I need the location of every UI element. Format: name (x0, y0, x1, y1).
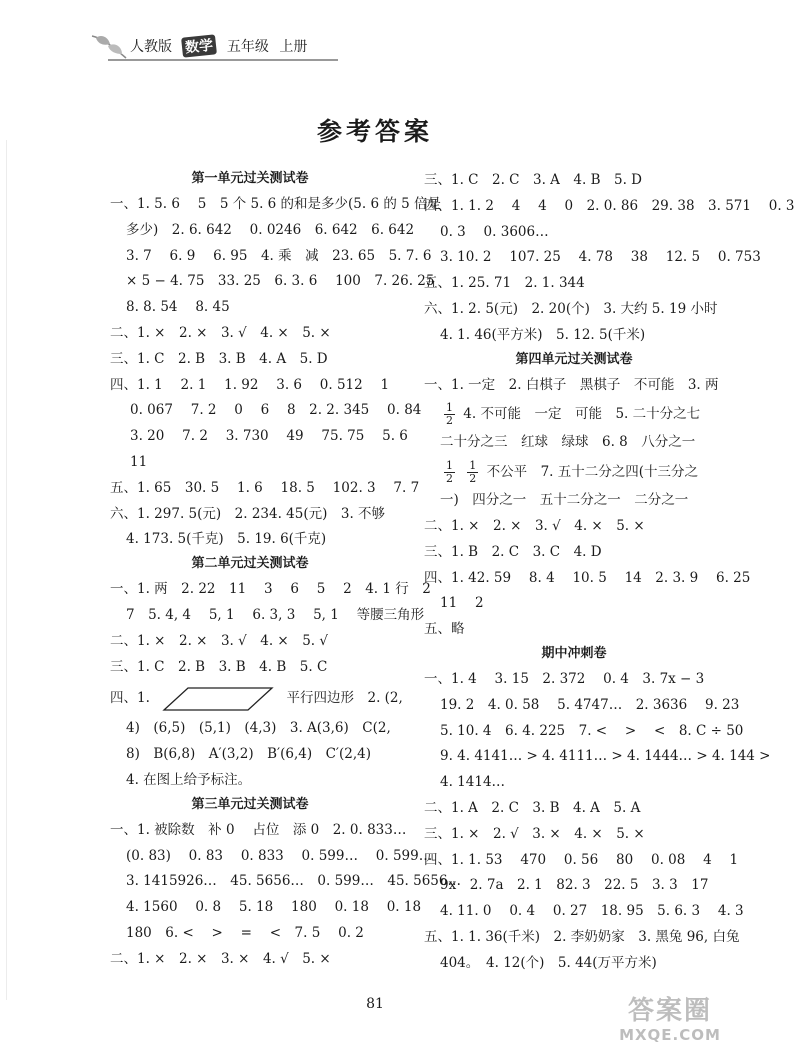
parallelogram-figure (162, 686, 274, 712)
fraction (444, 460, 455, 485)
page-edge-shadow (0, 140, 7, 1000)
answer-line: 二、1. A 2. C 3. B 4. A 5. A (424, 799, 641, 816)
answer-line: 二、1. × 2. × 3. √ 4. × 5. × (110, 324, 331, 341)
answer-line: 多少) 2. 6. 642 0. 0246 6. 642 6. 642 (126, 221, 415, 238)
answer-line: 四、1. 1. 53 470 0. 56 80 0. 08 4 1 (424, 851, 739, 868)
volume-label: 上册 (279, 39, 308, 55)
answer-line: 4. 在图上给予标注。 (126, 771, 252, 788)
answer-line: 五、1. 25. 71 2. 1. 344 (424, 275, 585, 292)
answer-line: 一、1. 两 2. 22 11 3 6 5 2 4. 1 行 2 (110, 581, 431, 598)
answer-line: 19. 2 4. 0. 58̇ 5. 4747… 2. 3636 9. 23 (440, 696, 740, 713)
answer-line: 3. 7 6. 9 6. 95 4. 乘 减 23. 65 5. 7. 6 (126, 247, 432, 264)
watermark-logo (595, 996, 745, 1046)
page-number: 81 (366, 996, 384, 1012)
answer-line: 四、1. 42. 59 8. 4 10. 5 14 2. 3. 9 6. 25 (424, 569, 751, 586)
answer-line: 7 5. 4, 4 5, 1 6. 3, 3 5, 1 等腰三角形 (126, 606, 425, 623)
answer-line: 4) (6,5) (5,1) (4,3) 3. A(3,6) C(2, (126, 720, 391, 737)
section-title-unit3: 第三单元过关测试卷 (191, 796, 309, 812)
answer-line: 一、1. 4 3. 15 2. 372 0. 4 3. 7x − 3 (424, 670, 705, 687)
answer-line: 404。 4. 12(个) 5. 44(万平方米) (440, 954, 657, 971)
answer-line: 三、1. B 2. C 3. C 4. D (424, 543, 602, 560)
answer-line: 9. 4. 4141… > 4. 4111… > 4. 1444… > 4. 144 > (440, 748, 771, 765)
book-header (90, 30, 350, 64)
watermark-big-text: 答案圈 (627, 996, 712, 1026)
answer-line: 11 2 (440, 595, 484, 612)
answer-line: 三、1. C 2. C 3. A 4. B 5. D (424, 172, 643, 188)
answer-line: 六、1. 297. 5(元) 2. 234. 45(元) 3. 不够 (110, 505, 386, 522)
answer-line: 五、略 (424, 621, 465, 638)
answer-line: 六、1. 2. 5(元) 2. 20(个) 3. 大约 5. 19 小时 (424, 300, 718, 317)
answer-line: 8. 8. 54 8. 45 (126, 299, 230, 316)
answer-line: 3. 20 7. 2 3. 730 49 75. 75 5. 6 (130, 428, 408, 445)
answer-line: × 5 − 4. 75 33. 25 6. 3. 6 100 7. 26. 25 (126, 273, 435, 290)
answer-text: 4. 不可能 一定 可能 5. 二十分之七 (463, 406, 701, 423)
section-title-unit2: 第二单元过关测试卷 (191, 556, 309, 572)
answer-line: 二、1. × 2. × 3. √ 4. × 5. √ (110, 632, 328, 649)
answer-line: 三、1. C 2. B 3. B 4. B 5. C (110, 658, 328, 675)
answer-line: (0. 83) 0. 83 0. 833 0. 599… 0. 599… (126, 847, 433, 864)
answer-suffix: 平行四边形 2. (2, (286, 690, 403, 707)
answer-line: 三、1. C 2. B 3. B 4. A 5. D (110, 350, 328, 367)
answer-line: 4. 11. 0 0. 4 0. 27 18. 95 5. 6. 3 4. 3 (440, 903, 744, 920)
fraction-denominator: 2 (469, 472, 477, 486)
answer-prefix: 四、1. (110, 690, 150, 707)
answer-line: 3. 10. 2 107. 25 4. 78 38 12. 5 0. 753 (440, 249, 761, 266)
edition-label: 人教版 (130, 39, 172, 55)
answer-line: 3. 1415926… 45. 5656… 0. 599… 45. 5656… (126, 873, 461, 890)
answer-text: 不公平 7. 五十二分之四(十三分之 (486, 464, 699, 481)
answer-line: 11 (130, 453, 148, 470)
answer-line: 5. 10. 4 6. 4. 225 7. < > < 8. C ÷ 50 (440, 722, 744, 739)
answer-line: 三、1. × 2. √ 3. × 4. × 5. × (424, 825, 645, 842)
fraction-numerator: 1 (446, 459, 453, 473)
section-title-unit1: 第一单元过关测试卷 (191, 171, 309, 186)
answer-line: 一) 四分之一 五十二分之一 二分之一 (440, 492, 689, 509)
answer-line: 一、1. 被除数 补 0 占位 添 0 2. 0. 833… (110, 821, 407, 838)
answer-line-with-fraction (424, 398, 724, 430)
answer-line: 五、1. 65 30. 5 1. 6 18. 5 102. 3 7. 7 (110, 479, 420, 496)
fraction-numerator: 1 (469, 459, 477, 473)
section-title-unit4: 第四单元过关测试卷 (515, 351, 633, 367)
fraction (444, 402, 455, 427)
answer-line: 4. 173. 5(千克) 5. 19. 6(千克) (126, 531, 327, 548)
subject-badge: 数学 (182, 34, 218, 57)
answer-line-with-fraction (424, 456, 724, 488)
answer-line: 180 6. < > = < 7. 5 0. 2 (126, 924, 364, 941)
header-text (130, 36, 313, 56)
fraction-denominator: 2 (446, 472, 453, 486)
answer-line: 五、1. 1. 36(千米) 2. 李奶奶家 3. 黑兔 96, 白兔 (424, 928, 740, 945)
answer-line: 二、1. × 2. × 3. × 4. √ 5. × (110, 950, 331, 967)
fraction-numerator: 1 (446, 401, 453, 415)
answer-line: 9x 2. 7a 2. 1 82. 3 22. 5 3. 3 17 (440, 877, 709, 894)
answer-line: 二十分之三 红球 绿球 6. 8 八分之一 (440, 434, 696, 451)
answer-line: 4. 1560 0. 8 5. 18 180 0. 18 0. 18 (126, 899, 422, 916)
watermark-small-text: MXQE.COM (619, 1026, 721, 1044)
answer-line: 四、1. 1 2. 1 1. 92 3. 6 0. 512 1 (110, 376, 390, 393)
right-column (424, 168, 795, 977)
grade-label: 五年级 (226, 39, 269, 55)
answer-line: 一、1. 5. 6 5 5 个 5. 6 的和是多少(5. 6 的 5 倍是 (110, 196, 442, 212)
answer-line: 4. 1. 46(平方米) 5. 12. 5(千米) (440, 326, 646, 343)
answer-line-with-figure (110, 680, 403, 716)
page-title: 参考答案 (316, 117, 433, 146)
answer-line: 二、1. × 2. × 3. √ 4. × 5. × (424, 517, 645, 534)
answer-line: 4. 1414… (440, 774, 506, 791)
section-title-midterm: 期中冲刺卷 (541, 645, 607, 661)
fraction (467, 460, 478, 485)
answer-line: 0. 067 7. 2 0 6 8 2. 2. 345 0. 84 (130, 402, 422, 419)
answer-line: 一、1. 一定 2. 白棋子 黑棋子 不可能 3. 两 (424, 376, 719, 393)
answer-line: 8) B(6,8) A′(3,2) B′(6,4) C′(2,4) (126, 746, 371, 763)
answer-line: 0. 3 0. 3606… (440, 223, 549, 240)
answer-line: 四、1. 1. 2 4 4 0 2. 0. 86 29. 38 3. 571 0. 3 (424, 197, 795, 214)
fraction-denominator: 2 (446, 414, 453, 428)
